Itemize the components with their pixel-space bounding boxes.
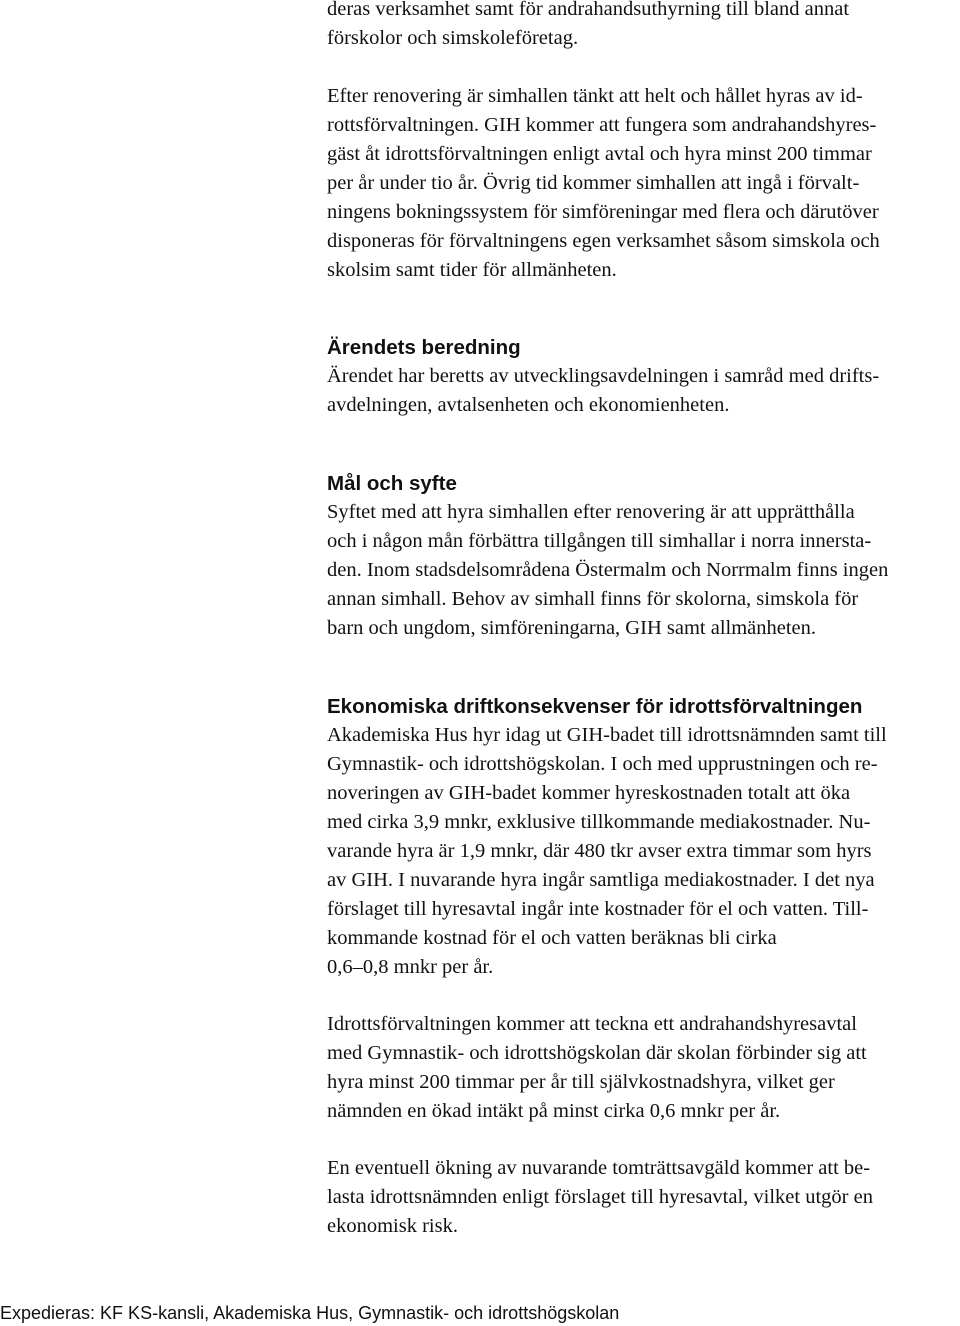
text-line: Efter renovering är simhallen tänkt att helt och hållet hyras av id- [327,85,863,107]
section-heading-beredning: Ärendets beredning [327,336,521,359]
text-line: Idrottsförvaltningen kommer att teckna ett andrahandshyresavtal [327,1013,857,1035]
text-line: En eventuell ökning av nuvarande tomträttsavgäld kommer att be- [327,1157,871,1179]
text-line: med Gymnastik- och idrottshögskolan där skolan förbinder sig att [327,1042,867,1064]
intro-paragraph-2 [327,82,880,285]
section-heading-ekonomi: Ekonomiska driftkonsekvenser för idrottsförvaltningen [327,695,863,718]
text-line: rottsförvaltningen. GIH kommer att fungera som andrahandshyres- [327,114,877,136]
text-line: med cirka 3,9 mnkr, exklusive tillkommande mediakostnader. Nu- [327,811,871,833]
text-line: 0,6–0,8 mnkr per år. [327,956,494,978]
ekonomi-paragraph-1 [327,721,887,982]
text-line: hyra minst 200 timmar per år till självkostnadshyra, vilket ger [327,1071,835,1093]
text-line: och i någon mån förbättra tillgången till simhallar i norra innersta- [327,530,872,552]
text-line: skolsim samt tider för allmänheten. [327,259,617,281]
text-line: nämnden en ökad intäkt på minst cirka 0,6 mnkr per år. [327,1100,781,1122]
text-line: varande hyra är 1,9 mnkr, där 480 tkr avser extra timmar som hyrs [327,840,872,862]
ekonomi-paragraph-3 [327,1154,873,1241]
text-line: lasta idrottsnämnden enligt förslaget till hyresavtal, vilket utgör en [327,1186,873,1208]
beredning-paragraph [327,362,879,420]
text-line: av GIH. I nuvarande hyra ingår samtliga mediakostnader. I det nya [327,869,875,891]
text-line: barn och ungdom, simföreningarna, GIH samt allmänheten. [327,617,817,639]
text-line: annan simhall. Behov av simhall finns för skolorna, simskola för [327,588,859,610]
section-heading-mal: Mål och syfte [327,472,457,495]
intro-paragraph-1 [327,0,849,53]
ekonomi-paragraph-2 [327,1010,867,1126]
text-line: kommande kostnad för el och vatten beräknas bli cirka [327,927,777,949]
text-line: förslaget till hyresavtal ingår inte kostnader för el och vatten. Till- [327,898,869,920]
text-line: gäst åt idrottsförvaltningen enligt avtal och hyra minst 200 timmar [327,143,872,165]
text-line: deras verksamhet samt för andrahandsuthyrning till bland annat [327,0,850,20]
mal-paragraph [327,498,888,643]
text-line: ekonomisk risk. [327,1215,458,1237]
text-line: per år under tio år. Övrig tid kommer simhallen att ingå i förvalt- [327,172,860,194]
text-line: Akademiska Hus hyr idag ut GIH-badet till idrottsnämnden samt till [327,724,887,746]
text-line: disponeras för förvaltningens egen verksamhet såsom simskola och [327,230,880,252]
text-line: den. Inom stadsdelsområdena Östermalm och Norrmalm finns ingen [327,559,889,581]
text-line: noveringen av GIH-badet kommer hyreskostnaden totalt att öka [327,782,851,804]
text-line: Syftet med att hyra simhallen efter renovering är att upprätthålla [327,501,855,523]
text-line: avdelningen, avtalsenheten och ekonomienheten. [327,394,730,416]
text-line: Gymnastik- och idrottshögskolan. I och med upprustningen och re- [327,753,878,775]
text-line: Ärendet har beretts av utvecklingsavdelningen i samråd med drifts- [327,365,880,387]
text-line: ningens bokningssystem för simföreningar med flera och därutöver [327,201,879,223]
distribution-footer: Expedieras: KF KS-kansli, Akademiska Hus, Gymnastik- och idrottshögskolan [0,1303,620,1323]
text-line: förskolor och simskoleföretag. [327,27,579,49]
